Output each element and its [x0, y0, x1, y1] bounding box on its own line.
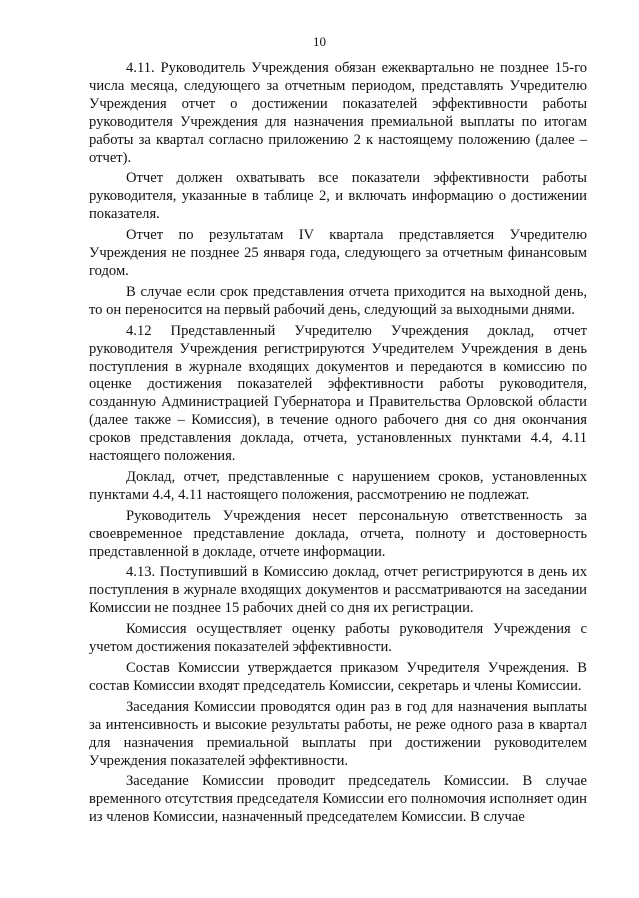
paragraph-meeting-frequency: Заседания Комиссии проводятся один раз в год для назначения выплаты за интенсивность и высокие результаты работы, не реже одного раза в квартал для назначения премиальной выплаты при достижении руководителем Учреждения показателей эффективности. [89, 698, 587, 769]
paragraph-late-submissions: Доклад, отчет, представленные с нарушением сроков, установленных пунктами 4.4, 4.11 настоящего положения, рассмотрению не подлежат. [89, 468, 587, 503]
paragraph-4-13: 4.13. Поступивший в Комиссию доклад, отчет регистрируются в день их поступления в журнале входящих документов и рассматриваются на заседании Комиссии не позднее 15 рабочих дней со дня их регистрации. [89, 564, 587, 617]
page-number: 10 [313, 34, 326, 49]
paragraph-meeting-chair: Заседание Комиссии проводит председатель Комиссии. В случае временного отсутствия председателя Комиссии его полномочия исполняет один из членов Комиссии, назначенный председателем Комиссии. В случае [89, 773, 587, 826]
paragraph-responsibility: Руководитель Учреждения несет персональную ответственность за своевременное представление доклада, отчета, полноту и достоверность представленной в докладе, отчете информации. [89, 507, 587, 560]
paragraph-report-scope: Отчет должен охватывать все показатели эффективности работы руководителя, указанные в таблице 2, и включать информацию о достижении показателя. [89, 170, 587, 223]
paragraph-q4-deadline: Отчет по результатам IV квартала представляется Учредителю Учреждения не позднее 25 января года, следующего за отчетным финансовым годом. [89, 227, 587, 279]
paragraph-commission-evaluation: Комиссия осуществляет оценку работы руководителя Учреждения с учетом достижения показателей эффективности. [89, 621, 587, 656]
paragraph-4-12: 4.12 Представленный Учредителю Учреждения доклад, отчет руководителя Учреждения регистрируются Учредителем Учреждения в день поступления в журнале входящих документов и передаются в комиссию по оценке достижения показателей эффективности работы руководителя, созданную Администрацией Губернатора и Правительства Орловской области (далее также – Комиссия), в течение одного рабочего дня со дня окончания сроков представления доклада, отчета, установленных пунктами 4.4, 4.11 настоящего положения. [89, 322, 587, 465]
paragraph-weekend-rule: В случае если срок представления отчета приходится на выходной день, то он переносится на первый рабочий день, следующий за выходными днями. [89, 283, 587, 318]
document-body [89, 60, 587, 830]
paragraph-4-11: 4.11. Руководитель Учреждения обязан ежеквартально не позднее 15-го числа месяца, следующего за отчетным периодом, представлять Учредителю Учреждения отчет о достижении показателей эффективности работы руководителя Учреждения для назначения премиальной выплаты по итогам работы за квартал согласно приложению 2 к настоящему положению (далее – отчет). [89, 60, 587, 166]
paragraph-commission-composition: Состав Комиссии утверждается приказом Учредителя Учреждения. В состав Комиссии входят председатель Комиссии, секретарь и члены Комиссии. [89, 660, 587, 694]
